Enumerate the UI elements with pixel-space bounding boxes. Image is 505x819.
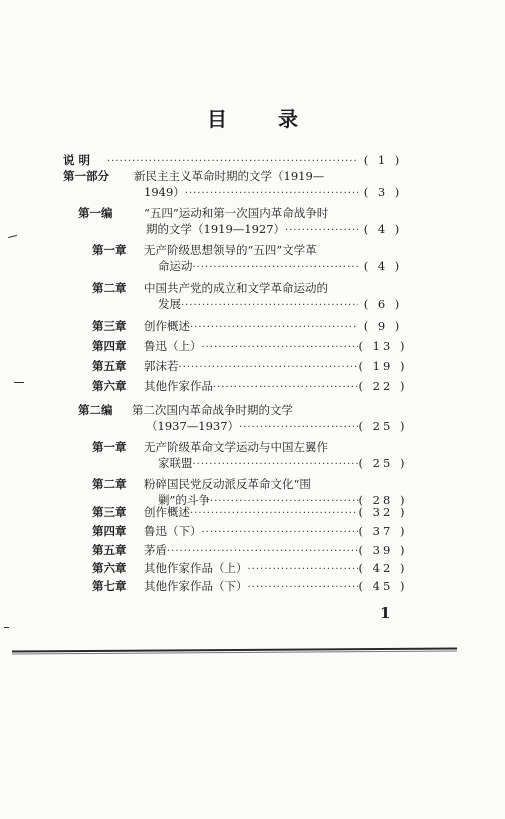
toc-entry-title: 郭沫若: [144, 359, 179, 373]
toc-entry-title: 中国共产党的成立和文学革命运动的: [144, 281, 328, 295]
toc-entry-label: 第一章: [92, 243, 127, 257]
toc-leader-row: [158, 259, 408, 275]
toc-entry-continuation: 期的文学（1919—1927）: [146, 222, 286, 236]
toc-entry-title: 其他作家作品（上）: [144, 561, 248, 575]
toc-leader-row: [144, 339, 408, 355]
dot-leader: [193, 457, 359, 472]
dot-leader: [190, 506, 358, 521]
dot-leader: [202, 525, 359, 540]
toc-entry-title: 新民主主义革命时期的文学（1919—: [134, 169, 325, 183]
toc-entry-label: 第四章: [92, 339, 127, 353]
toc-page-number: ( 25 ): [358, 456, 408, 470]
toc-entry-continuation: 1949）: [144, 185, 185, 199]
toc-entry-label: 第七章: [92, 579, 127, 593]
toc-entry-title: 鲁迅（上）: [144, 339, 202, 353]
toc-entry-label: 第二章: [92, 477, 127, 491]
toc-page-number: ( 45 ): [358, 579, 408, 593]
toc-leader-row: [144, 579, 408, 595]
toc-entry-title: 粉碎国民党反动派反革命文化“围: [144, 477, 311, 491]
toc-entry-title: 其他作家作品: [144, 379, 213, 393]
dot-leader: [107, 154, 358, 169]
toc-page-number: ( 6 ): [363, 297, 403, 311]
toc-entry-continuation: 命运动: [158, 259, 193, 273]
toc-leader-row: [158, 456, 408, 472]
toc-entry: [78, 206, 408, 238]
toc-entry-continuation: 家联盟: [158, 456, 193, 470]
toc-page-number: ( 25 ): [358, 419, 408, 433]
toc-entry-title: 第二次国内革命战争时期的文学: [132, 403, 293, 417]
toc-leader-row: [144, 561, 408, 577]
toc-entry-label: 第五章: [92, 359, 127, 373]
toc-entry-title: 茅盾: [144, 543, 167, 557]
toc-page-number: ( 39 ): [358, 543, 408, 557]
toc-entry-title: 其他作家作品（下）: [144, 579, 248, 593]
toc-entry: [63, 169, 408, 201]
toc-entry-continuation: 剿”的斗争: [158, 493, 210, 507]
dot-leader: [248, 562, 359, 577]
toc-entry-label: 第六章: [92, 561, 127, 575]
toc-entry-label: 第二章: [92, 281, 127, 295]
dot-leader: [181, 298, 358, 313]
toc-entry-continuation: （1937—1937）: [146, 419, 240, 433]
toc-entry-title: 鲁迅（下）: [144, 524, 202, 538]
toc-entry: [92, 319, 408, 335]
toc-entry: [92, 339, 408, 355]
toc-entry-label: 第二编: [78, 403, 113, 417]
toc-leader-row: [144, 543, 408, 559]
toc-entry-label: 第一章: [92, 440, 127, 454]
scan-mark: [14, 382, 24, 383]
toc-entry-title: 无产阶级思想领导的“五四”文学革: [144, 243, 317, 257]
toc-page-number: ( 4 ): [363, 222, 403, 236]
toc-entry-continuation: 发展: [158, 297, 181, 311]
toc-entry: [92, 524, 408, 540]
toc-entry: [78, 403, 408, 435]
toc-entry-label: 第三章: [92, 505, 127, 519]
scan-mark: [8, 235, 17, 238]
toc-entry-label: 第一编: [78, 206, 113, 220]
toc-leader-row: [146, 222, 408, 238]
toc-leader-row: [144, 379, 408, 395]
toc-entry: [92, 561, 408, 577]
toc-page-number: ( 28 ): [358, 493, 408, 507]
toc-entry-label: 说 明: [63, 153, 91, 167]
toc-entry-label: 第五章: [92, 543, 127, 557]
dot-leader: [239, 420, 358, 435]
dot-leader: [179, 360, 359, 375]
toc-entry: [63, 153, 408, 169]
dot-leader: [190, 320, 358, 335]
toc-entry-label: 第一部分: [63, 169, 109, 183]
dot-leader: [248, 580, 359, 595]
toc-leader-row: [144, 359, 408, 375]
dot-leader: [167, 544, 358, 559]
toc-entry-label: 第四章: [92, 524, 127, 538]
toc-leader-row: [144, 185, 408, 201]
scan-mark: [4, 627, 9, 628]
toc-page-number: ( 42 ): [358, 561, 408, 575]
toc-page-number: ( 19 ): [358, 359, 408, 373]
dot-leader: [285, 223, 358, 238]
toc-entry-label: 第六章: [92, 379, 127, 393]
toc-entry-title: 创作概述: [144, 505, 190, 519]
toc-entry: [92, 359, 408, 375]
toc-page-number: ( 9 ): [363, 319, 403, 333]
toc-entry-label: 第三章: [92, 319, 127, 333]
toc-leader-row: [107, 153, 408, 169]
toc-entry: [92, 281, 408, 313]
toc-leader-row: [144, 524, 408, 540]
toc-entry-title: “五四”运动和第一次国内革命战争时: [144, 206, 329, 220]
toc-entry: [92, 543, 408, 559]
dot-leader: [202, 340, 359, 355]
toc-entry: [92, 579, 408, 595]
toc-entry: [92, 243, 408, 275]
toc-leader-row: [146, 419, 408, 435]
toc-entry-title: 无产阶级革命文学运动与中国左翼作: [144, 440, 328, 454]
toc-page-number: ( 37 ): [358, 524, 408, 538]
toc-leader-row: [144, 319, 408, 335]
toc-page-number: ( 1 ): [363, 153, 403, 167]
dot-leader: [193, 260, 359, 275]
toc-leader-row: [144, 505, 408, 521]
toc-page-number: ( 22 ): [358, 379, 408, 393]
toc-entry: [92, 379, 408, 395]
toc-entry-title: 创作概述: [144, 319, 190, 333]
toc-entry: [92, 440, 408, 472]
toc-page-number: ( 13 ): [358, 339, 408, 353]
toc-page-number: ( 3 ): [363, 185, 403, 199]
toc-entry: [92, 505, 408, 521]
toc-leader-row: [158, 297, 408, 313]
toc-page-number: ( 32 ): [358, 505, 408, 519]
toc-page-number: ( 4 ): [363, 259, 403, 273]
page-number: 1: [380, 604, 391, 622]
dot-leader: [213, 380, 358, 395]
page-title: 目 录: [207, 107, 320, 131]
dot-leader: [185, 186, 358, 201]
